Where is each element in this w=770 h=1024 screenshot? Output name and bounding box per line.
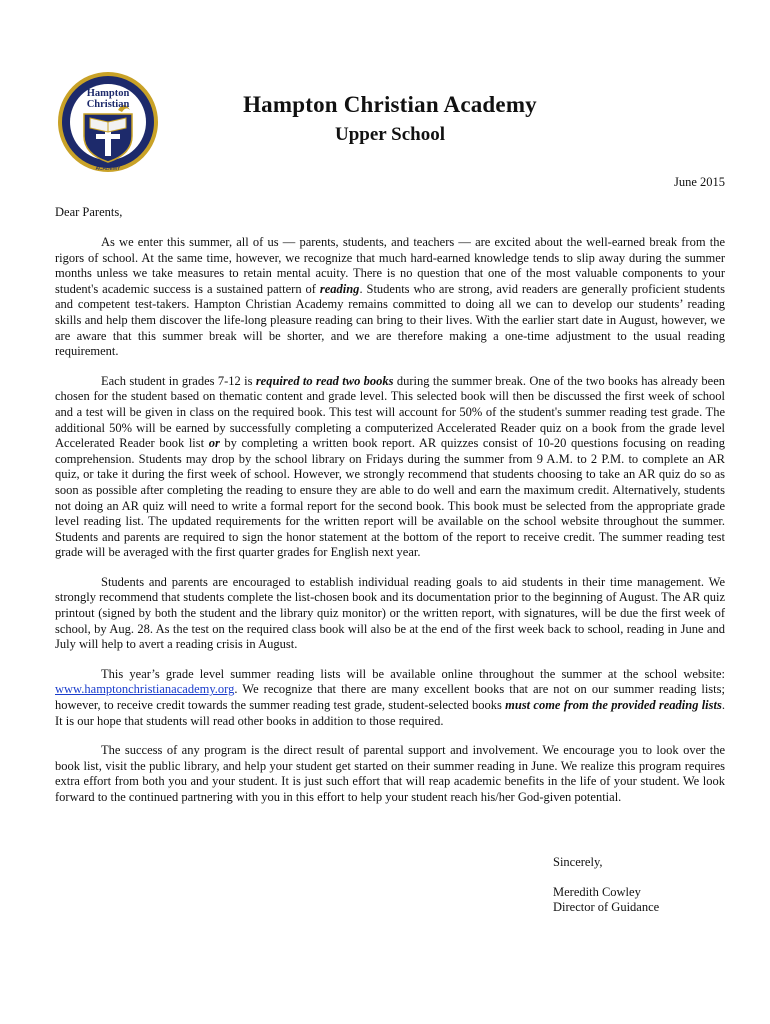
paragraph-goals xyxy=(55,575,725,653)
letter-closing xyxy=(553,855,659,916)
paragraph-requirements xyxy=(55,374,725,561)
paragraph-text: As we enter this summer, all of us — parents, students, and teachers — are excited about the well-earned break from the rigors of school. At the same time, however, we recognize that much hard-earned knowledge tends to slip away during the summer months unless we take measures to retain mental acuity. There is no question that one of the most valuable components to your student's academic success is a sustained pattern of xyxy=(55,235,725,296)
paragraph-text: . We recognize that there are many excellent books that are not on our summer reading lists; however, to receive credit towards the summer reading test grade, student-selected books xyxy=(55,682,725,713)
emphasis-provided-lists: must come from the provided reading lists xyxy=(505,698,722,713)
paragraph-text: . It is our hope that students will read other books in addition to those required. xyxy=(55,698,725,728)
paragraph-intro xyxy=(55,235,725,360)
paragraph-lists xyxy=(55,667,725,729)
signer-role: Director of Guidance xyxy=(553,900,660,915)
school-seal-logo xyxy=(56,70,160,174)
emphasis-or: or xyxy=(208,436,220,451)
sign-off: Sincerely, xyxy=(553,855,603,869)
emphasis-reading: reading xyxy=(319,281,360,296)
page-subtitle: Upper School xyxy=(335,124,445,145)
paragraph-text: Students and parents are encouraged to establish individual reading goals to aid students in their time management. We strongly recommend that students complete the list-chosen book and its documentation prior to the beginning of August. The AR quiz printout (signed by both the student and the library quiz monitor) or the written report, with signatures, will be due the first week of school, by Aug. 28. As the test on the required class book will also be at the end of the first week back to school, reading in June and July will help to avert a reading crisis in August. xyxy=(55,574,725,652)
paragraph-text: This year’s grade level summer reading lists will be available online throughout the summer at the school website: xyxy=(101,666,725,681)
paragraph-text: The success of any program is the direct result of parental support and involvement. We encourage you to look over the book list, visit the public library, and help your student get started on their summer reading in June. We realize this program requires extra effort from both you and your student. It is just such effort that will reap academic benefits in the life of your student. We look forward to the continued partnering with you in this effort to help your student reach his/her God-given potential. xyxy=(55,743,725,804)
paragraph-text: during the summer break. One of the two books has already been chosen for the student based on thematic content and grade level. This selected book will then be discussed the first week of school and a test will be given in class on the required book. This test will account for 50% of the student's summer reading test grade. The additional 50% will be earned by successfully completing a computerized Accelerated Reader quiz on a book from the grade level Accelerated Reader book list xyxy=(55,373,726,451)
paragraph-text: Each student in grades 7-12 is xyxy=(101,373,256,388)
paragraph-text: by completing a written book report. AR quizzes consist of 10-20 questions focusing on reading comprehension. Students may drop by the school library on Fridays during the summer from 9 A.M. to 2 P.M. to complete an AR quiz, or take it during the first week of school. However, we strongly recommend that students choosing to take an AR quiz do so as soon as possible after completing the reading to ensure they are able to do well and earn the maximum credit. Alternatively, students not doing an AR quiz will need to write a formal report for the second book. This book must be selected from the appropriate grade level reading list. The updated requirements for the written report will be available on the school website throughout the summer. Students and parents are required to sign the honor statement at the bottom of the report to receive credit. The summer reading test grade will be averaged with the first quarter grades for English next year. xyxy=(55,436,725,560)
letter-date: June 2015 xyxy=(673,175,725,189)
emphasis-two-books: required to read two books xyxy=(255,373,394,388)
salutation: Dear Parents, xyxy=(55,205,123,219)
seal-top-text: Hampton xyxy=(86,88,130,99)
letter-body xyxy=(55,235,725,820)
website-link[interactable]: www.hamptonchristianacademy.org xyxy=(55,682,235,697)
seal-mid-text: Christian xyxy=(86,99,130,110)
page-title: Hampton Christian Academy xyxy=(243,92,537,117)
seal-bottom-text: ACADEMY xyxy=(95,166,121,172)
signer-name: Meredith Cowley xyxy=(553,884,641,899)
paragraph-support xyxy=(55,743,725,805)
paragraph-text: . Students who are strong, avid readers are generally proficient students and competent test-takers. Hampton Christian Academy remains committed to doing all we can to develop our students’ reading skills and help them discover the life-long pleasure reading can bring to their lives. With the earlier start date in August, however, we are aware that this summer break will be shorter, and we are therefore making a one-time adjustment to the usual reading requirement. xyxy=(55,281,725,359)
